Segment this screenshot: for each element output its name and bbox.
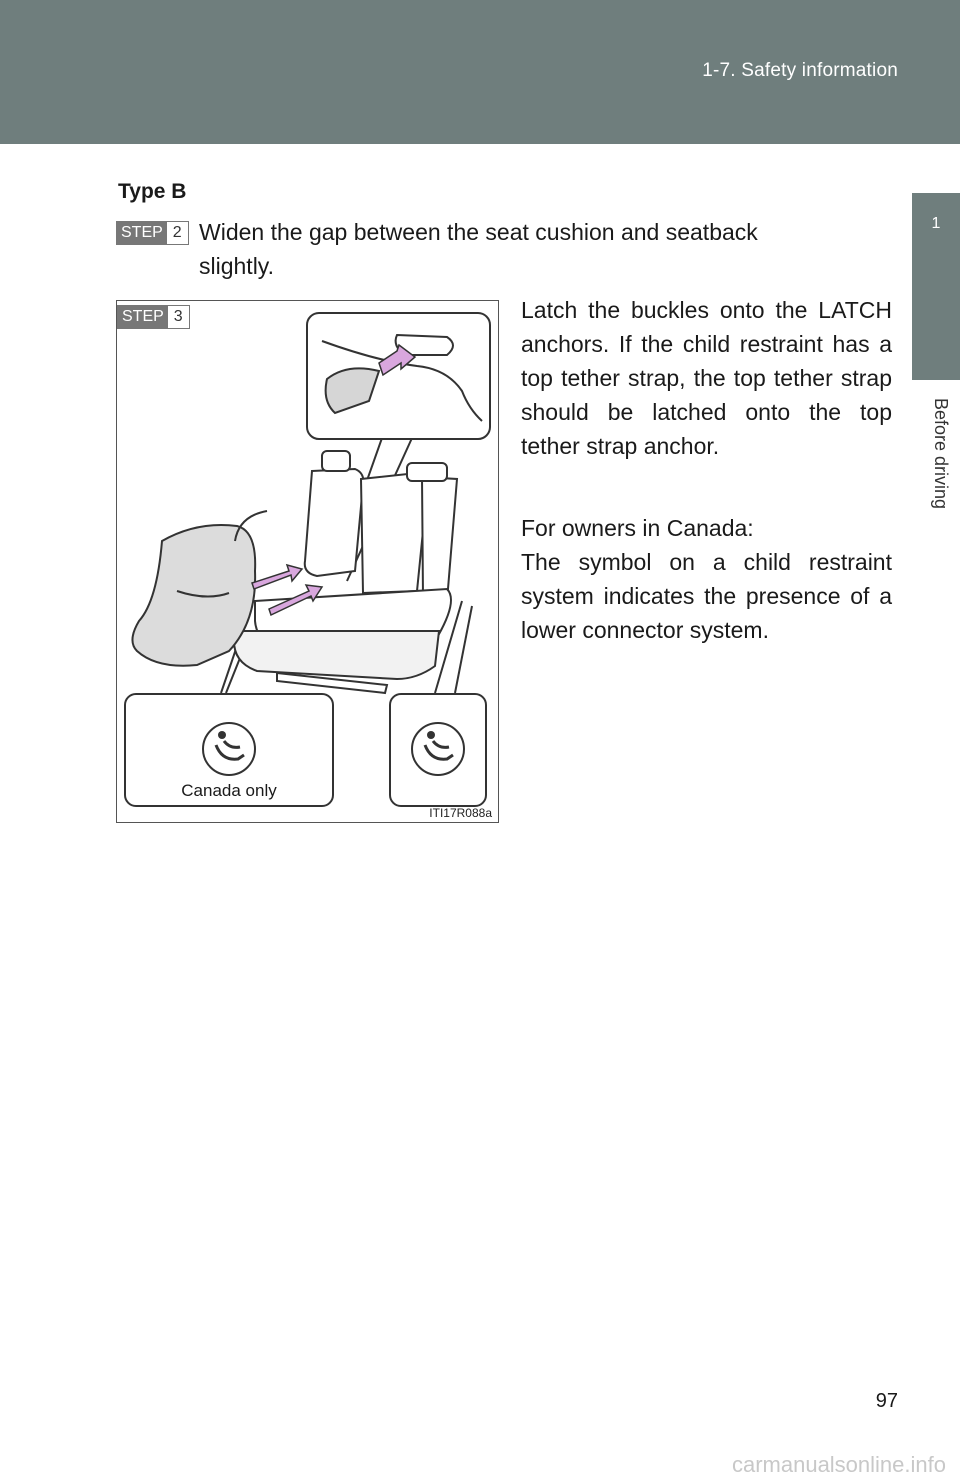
page-number: 97 xyxy=(875,1390,898,1412)
canada-text: The symbol on a child restraint system indicates the presence of a lower connector system. xyxy=(521,549,892,643)
canada-only-label: Canada only xyxy=(181,781,277,800)
step-number: 3 xyxy=(168,306,189,328)
section-title: 1-7. Safety information xyxy=(702,60,898,81)
chapter-label xyxy=(912,390,960,540)
callout-symbol xyxy=(389,693,487,807)
child-seat-anchor-icon xyxy=(391,695,485,805)
step-number: 2 xyxy=(167,222,188,244)
step2-badge xyxy=(116,221,189,245)
figure-code: ITI17R088a xyxy=(429,806,492,820)
step3-text: Latch the buckles onto the LATCH anchors. If the child restraint has a top tether strap, the top tether strap should be latched onto the top tether strap anchor. xyxy=(521,297,892,459)
step2-text-line1: Widen the gap between the seat cushion and seatback xyxy=(199,219,758,245)
page-header xyxy=(0,0,960,144)
step-word: STEP xyxy=(118,306,168,328)
callout-canada-only xyxy=(124,693,334,807)
step-word: STEP xyxy=(117,222,167,244)
watermark: carmanualsonline.info xyxy=(731,1452,946,1477)
canada-heading: For owners in Canada: xyxy=(521,515,754,541)
step2-text-line2: slightly. xyxy=(199,253,274,279)
type-title: Type B xyxy=(118,180,187,203)
chapter-label-text: Before driving xyxy=(931,398,951,510)
chapter-tab xyxy=(912,193,960,380)
figure-latch-illustration xyxy=(116,300,499,823)
chapter-number: 1 xyxy=(931,215,941,232)
